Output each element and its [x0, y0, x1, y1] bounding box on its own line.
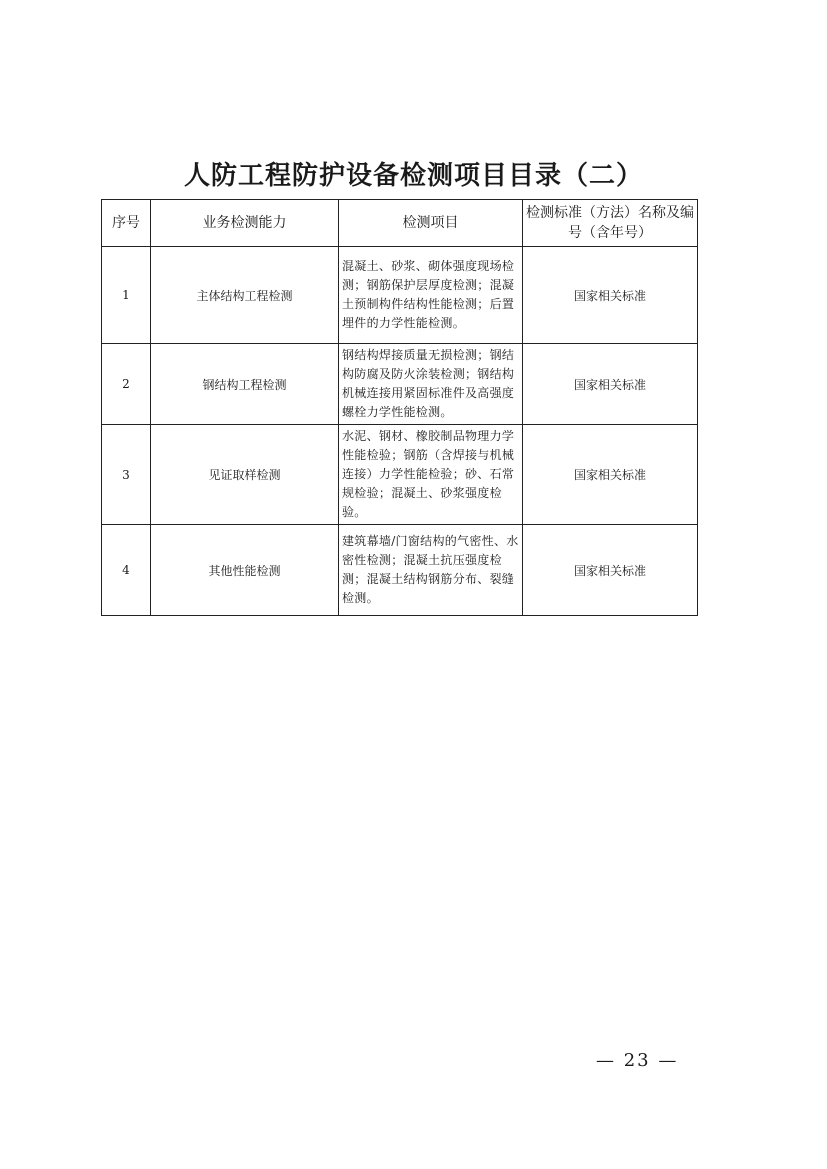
row-standard: 国家相关标准	[523, 247, 698, 344]
row-capability: 见证取样检测	[151, 425, 339, 525]
row-no: 1	[102, 247, 151, 344]
row-capability: 其他性能检测	[151, 525, 339, 616]
table-header-row	[102, 200, 698, 247]
table-row	[102, 247, 698, 344]
table-row	[102, 344, 698, 425]
header-standard: 检测标准（方法）名称及编号（含年号）	[523, 200, 698, 247]
table-row	[102, 525, 698, 616]
header-capability: 业务检测能力	[151, 200, 339, 247]
row-standard: 国家相关标准	[523, 525, 698, 616]
inspection-items-table	[101, 199, 698, 616]
row-items: 混凝土、砂浆、砌体强度现场检测；钢筋保护层厚度检测；混凝土预制构件结构性能检测；后置埋件的力学性能检测。	[339, 247, 523, 344]
row-no: 4	[102, 525, 151, 616]
header-no: 序号	[102, 200, 151, 247]
page-number: — 23 —	[596, 1050, 679, 1071]
row-standard: 国家相关标准	[523, 425, 698, 525]
table-row	[102, 425, 698, 525]
row-items: 水泥、钢材、橡胶制品物理力学性能检验；钢筋（含焊接与机械连接）力学性能检验；砂、石常规检验；混凝土、砂浆强度检验。	[339, 425, 523, 525]
row-no: 3	[102, 425, 151, 525]
row-capability: 主体结构工程检测	[151, 247, 339, 344]
row-items: 钢结构焊接质量无损检测；钢结构防腐及防火涂装检测；钢结构机械连接用紧固标准件及高强度螺栓力学性能检测。	[339, 344, 523, 425]
row-no: 2	[102, 344, 151, 425]
page-title: 人防工程防护设备检测项目目录（二）	[183, 161, 643, 191]
row-capability: 钢结构工程检测	[151, 344, 339, 425]
row-items: 建筑幕墙/门窗结构的气密性、水密性检测；混凝土抗压强度检测；混凝土结构钢筋分布、裂缝检测。	[339, 525, 523, 616]
header-items: 检测项目	[339, 200, 523, 247]
row-standard: 国家相关标准	[523, 344, 698, 425]
